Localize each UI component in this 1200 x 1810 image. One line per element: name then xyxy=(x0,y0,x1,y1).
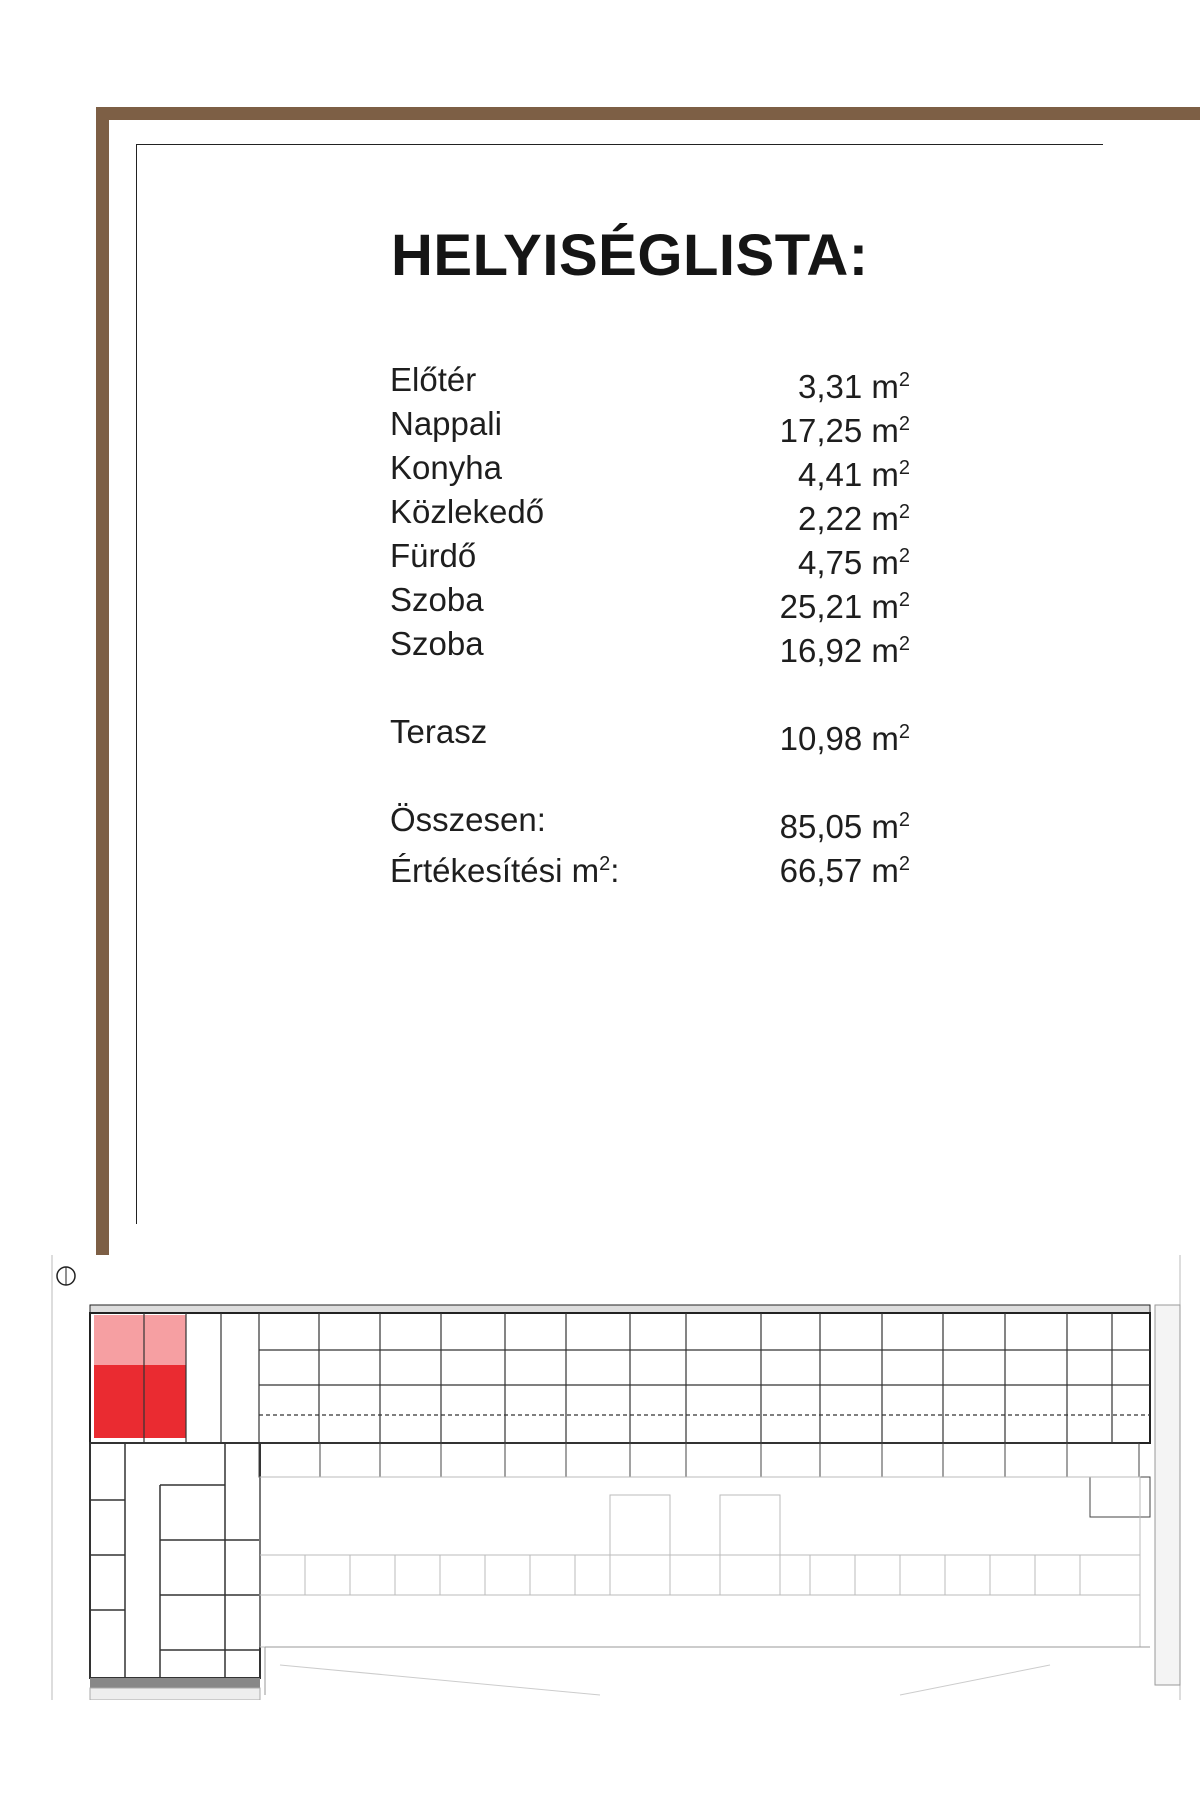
room-row xyxy=(390,446,910,493)
room-name: Szoba xyxy=(390,581,484,618)
room-name: Közlekedő xyxy=(390,493,545,530)
sales-area-row xyxy=(390,842,910,889)
room-name: Konyha xyxy=(390,449,502,486)
sales-area-label: Értékesítési $m^2$: xyxy=(390,852,620,889)
room-row xyxy=(390,490,910,537)
room-row xyxy=(390,402,910,449)
terrace-area: 10,98 $m^2$ xyxy=(779,720,910,757)
terrace-row xyxy=(390,710,910,757)
inner-border-top xyxy=(136,144,1103,145)
room-row xyxy=(390,622,910,669)
room-area: 3,31 $m^2$ xyxy=(797,368,910,405)
floor-plan xyxy=(50,1255,1190,1700)
room-area: 16,92 $m^2$ xyxy=(779,632,910,669)
total-label: Összesen: xyxy=(390,801,546,838)
total-area: 85,05 $m^2$ xyxy=(779,808,910,845)
frame-left-bar xyxy=(96,107,109,1255)
room-name: Szoba xyxy=(390,625,484,662)
room-name: Nappali xyxy=(390,405,502,442)
inner-border-left xyxy=(136,144,137,1224)
room-name: Előtér xyxy=(390,361,477,398)
terrace-name: Terasz xyxy=(390,713,488,750)
room-area: 2,22 $m^2$ xyxy=(797,500,910,537)
room-area: 17,25 $m^2$ xyxy=(779,412,910,449)
room-area: 25,21 $m^2$ xyxy=(779,588,910,625)
total-row xyxy=(390,798,910,845)
page-title: HELYISÉGLISTA: xyxy=(391,223,869,288)
room-name: Fürdő xyxy=(390,537,477,574)
room-row xyxy=(390,534,910,581)
room-row xyxy=(390,578,910,625)
frame-top-bar xyxy=(96,107,1200,120)
room-row xyxy=(390,358,910,405)
sales-area-value: 66,57 $m^2$ xyxy=(779,852,910,889)
room-list xyxy=(390,358,910,889)
room-area: 4,41 $m^2$ xyxy=(797,456,910,493)
room-area: 4,75 $m^2$ xyxy=(797,544,910,581)
